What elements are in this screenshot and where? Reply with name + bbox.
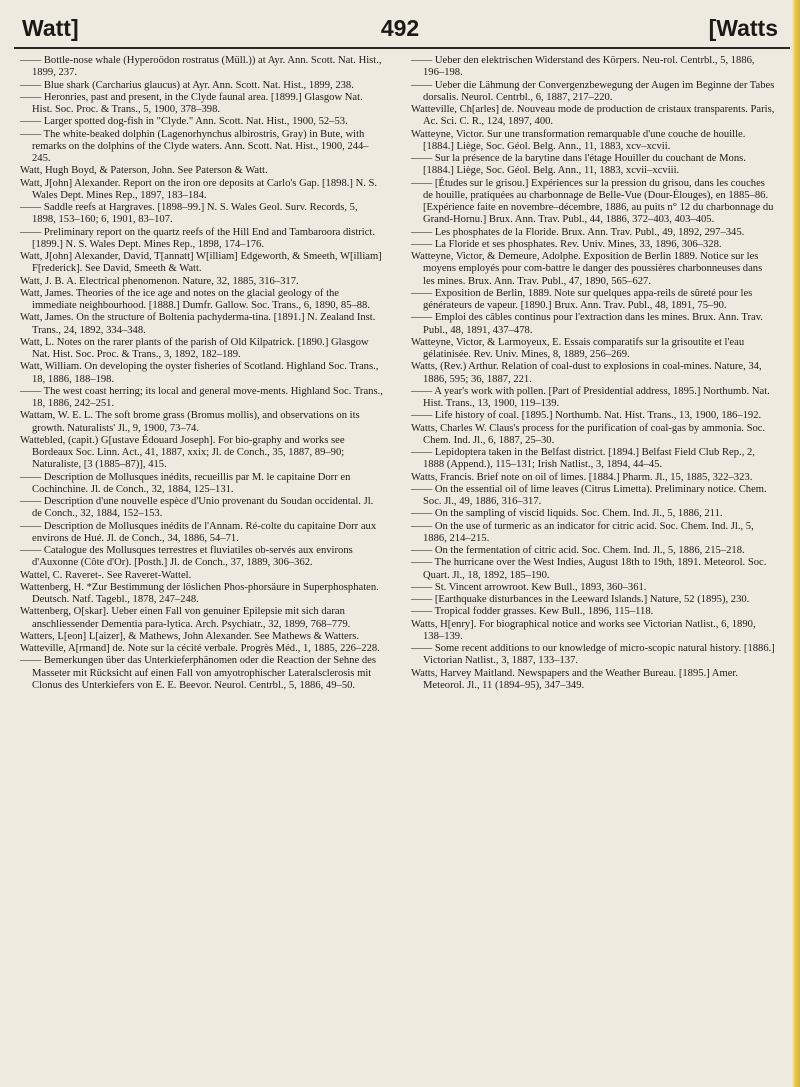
bibliography-entry: Watt, James. Theories of the ice age and notes on the glacial geology of the immediate neighbourhood. [1888.] Dumfr. Gallow. Soc. Trans., 6, 1890, 85–88. (20, 287, 370, 311)
bibliography-entry: —— Lepidoptera taken in the Belfast district. [1894.] Belfast Field Club Rep., 2, 1888 (Append.), 115–131; Irish Natlist., 3, 1894, 44–45. (411, 447, 755, 471)
bibliography-entry: —— Exposition de Berlin, 1889. Note sur quelques appa-reils de sûreté pour les générateurs de vapeur. [1890.] Brux. Ann. Trav. Publ., 48, 1891, 75–90. (411, 287, 753, 311)
page-header (22, 10, 778, 46)
bibliography-entry: —— The white-beaked dolphin (Lagenorhynchus albirostris, Gray) in Bute, with remarks on the dolphins of the Clyde waters. Ann. Scott. Nat. Hist., 1900, 244–245. (20, 128, 369, 164)
bibliography-entry: Watts, Francis. Brief note on oil of limes. [1884.] Pharm. Jl., 15, 1885, 322–323. (411, 471, 753, 483)
bibliography-entry: Watt, Hugh Boyd, & Paterson, John. See Paterson & Watt. (20, 165, 268, 177)
bibliography-entry: —— Blue shark (Carcharius glaucus) at Ayr. Ann. Scott. Nat. Hist., 1899, 238. (20, 79, 354, 91)
bibliography-entry: —— Bemerkungen über das Unterkieferphänomen oder die Reaction der Sehne des Masseter mit Rücksicht auf einen Fall von amyotrophischer Lateralsclerosis mit Clonus des Unterkiefers von E. E. Beevor. Neurol. Centrbl., 5, 1886, 49–50. (20, 655, 376, 691)
bibliography-entry: —— Heronries, past and present, in the Clyde faunal area. [1899.] Glasgow Nat. Hist. Soc. Proc. & Trans., 5, 1900, 378–398. (20, 91, 363, 115)
bibliography-entry: —— Description de Mollusques inédits de l'Annam. Ré-colte du capitaine Dorr aux environs de Hué. Jl. de Conch., 34, 1886, 54–71. (20, 520, 377, 544)
bibliography-entry: —— The west coast herring; its local and general move-ments. Highland Soc. Trans., 18, 1886, 242–251. (20, 385, 383, 409)
left-column (20, 55, 384, 692)
bibliography-entry: —— Tropical fodder grasses. Kew Bull., 1896, 115–118. (411, 606, 654, 618)
header-right: [Watts (708, 14, 778, 41)
bibliography-entry: —— Description d'une nouvelle espèce d'Unio provenant du Soudan occidental. Jl. de Conch., 32, 1884, 152–153. (20, 496, 374, 520)
bibliography-entry: Wattam, W. E. L. The soft brome grass (Bromus mollis), and observations on its growth. Naturalists' Jl., 9, 1900, 73–74. (20, 410, 360, 434)
bibliography-entry: —— On the sampling of viscid liquids. Soc. Chem. Ind. Jl., 5, 1886, 211. (411, 508, 723, 520)
bibliography-entry: —— La Floride et ses phosphates. Rev. Univ. Mines, 33, 1896, 306–328. (411, 238, 722, 250)
bibliography-entry: Watt, L. Notes on the rarer plants of the parish of Old Kilpatrick. [1890.] Glasgow Nat. Hist. Soc. Proc. & Trans., 3, 1892, 182–189. (20, 336, 369, 360)
bibliography-entry: Watteville, A[rmand] de. Note sur la cécité verbale. Progrès Méd., 1, 1885, 226–228. (20, 643, 380, 654)
header-left: Watt] (22, 14, 79, 41)
bibliography-entry: —— Bottle-nose whale (Hyperoödon rostratus (Müll.)) at Ayr. Ann. Scott. Nat. Hist., 1899, 237. (20, 55, 382, 79)
bibliography-entry: —— Some recent additions to our knowledge of micro-scopic natural history. [1886.] Victorian Natlist., 3, 1887, 133–137. (411, 643, 775, 667)
bibliography-entry: Watt, James. On the structure of Boltenia pachyderma-tina. [1891.] N. Zealand Inst. Trans., 24, 1892, 334–348. (20, 312, 376, 336)
bibliography-entry: —— The hurricane over the West Indies, August 18th to 19th, 1891. Meteorol. Soc. Quart. Jl., 18, 1892, 185–190. (411, 557, 767, 581)
bibliography-entry: —— [Études sur le grisou.] Expériences sur la pression du grisou, dans les couches de houille, pratiquées au charbonnage de Belle-Vue (Dour-Élouges), en 1885–86. [Expérience faite en novembre–décembre, 1886, au puits n° 12 du charbonnage du Grand-Hornu.] Brux. Ann. Trav. Publ., 44, 1886, 372–403, 403–405. (411, 177, 774, 226)
bibliography-entry: Watts, H[enry]. For biographical notice and works see Victorian Natlist., 6, 1890, 138–139. (411, 618, 756, 642)
header-rule (14, 47, 790, 49)
bibliography-entry: Wattebled, (capit.) G[ustave Édouard Joseph]. For bio-graphy and works see Bordeaux Soc. Linn. Act., 41, 1887, xxix; Jl. de Conch., 35, 1887, 89–90; Naturaliste, [3 (1885–87)], 415. (20, 434, 345, 471)
bibliography-entry: Watt, J. B. A. Electrical phenomenon. Nature, 32, 1885, 316–317. (20, 275, 299, 287)
right-column (411, 55, 775, 692)
bibliography-entry: —— Les phosphates de la Floride. Brux. Ann. Trav. Publ., 49, 1892, 297–345. (411, 226, 745, 238)
bibliography-entry: Watts, Charles W. Claus's process for the purification of coal-gas by ammonia. Soc. Chem. Ind. Jl., 6, 1887, 25–30. (411, 422, 766, 446)
bibliography-entry: —— Larger spotted dog-fish in "Clyde." Ann. Scott. Nat. Hist., 1900, 52–53. (20, 116, 348, 128)
bibliography-entry: —— Ueber den elektrischen Widerstand des Körpers. Neu-rol. Centrbl., 5, 1886, 196–198. (411, 55, 755, 79)
bibliography-entry: Watt, J[ohn] Alexander, David, T[annatt] W[illiam] Edgeworth, & Smeeth, W[illiam] F[rederick]. See David, Smeeth & Watt. (20, 251, 382, 275)
bibliography-entry: —— Emploi des câbles continus pour l'extraction dans les mines. Brux. Ann. Trav. Publ., 48, 1891, 437–478. (411, 312, 763, 336)
bibliography-entry: Watteyne, Victor, & Demeure, Adolphe. Exposition de Berlin 1889. Notice sur les moyens employés pour com-battre le danger des poussières charbonneuses dans les mines. Brux. Ann. Trav. Publ., 47, 1890, 565–627. (411, 251, 763, 287)
bibliography-entry: —— On the essential oil of lime leaves (Citrus Limetta). Preliminary notice. Chem. Soc. Jl., 49, 1886, 316–317. (411, 483, 767, 507)
bibliography-entry: Wattel, C. Raveret-. See Raveret-Wattel. (20, 569, 192, 581)
bibliography-entry: Watts, (Rev.) Arthur. Relation of coal-dust to explosions in coal-mines. Nature, 34, 1886, 595; 36, 1887, 221. (411, 361, 762, 385)
bibliography-entry: Wattenberg, H. *Zur Bestimmung der löslichen Phos-phorsäure in Superphosphaten. Deutsch. Natf. Tagebl., 1878, 247–248. (20, 581, 379, 605)
page-edge (792, 0, 800, 1087)
bibliography-entry: Watteville, Ch[arles] de. Nouveau mode de production de cristaux transparents. Paris, Ac. Sci. C. R., 124, 1897, 400. (411, 104, 775, 128)
bibliography-entry: —— On the use of turmeric as an indicator for citric acid. Soc. Chem. Ind. Jl., 5, 1886, 214–215. (411, 520, 754, 544)
bibliography-entry: —— Saddle reefs at Hargraves. [1898–99.] N. S. Wales Geol. Surv. Records, 5, 1898, 153–160; 6, 1901, 83–107. (20, 202, 358, 226)
bibliography-entry: —— [Earthquake disturbances in the Leeward Islands.] Nature, 52 (1895), 230. (411, 594, 750, 605)
bibliography-entry: Watteyne, Victor, & Larmoyeux, E. Essais comparatifs sur la grisoutite et l'eau gélatinisée. Rev. Univ. Mines, 8, 1889, 256–269. (411, 336, 745, 360)
bibliography-entry: Watt, J[ohn] Alexander. Report on the iron ore deposits at Carlo's Gap. [1898.] N. S. Wales Dept. Mines Rep., 1897, 183–184. (20, 177, 378, 201)
bibliography-entry: —— Catalogue des Mollusques terrestres et fluviatiles ob-servés aux environs d'Auxonne (Côte d'Or). [Posth.] Jl. de Conch., 37, 1889, 306–362. (20, 545, 353, 569)
bibliography-entry: —— Sur la présence de la barytine dans l'étage Houiller du couchant de Mons. [1884.] Liège, Soc. Géol. Belg. Ann., 11, 1883, xcvii–xcviii. (411, 153, 746, 177)
bibliography-entry: Wattenberg, O[skar]. Ueber einen Fall von genuiner Epilepsie mit sich daran anschliessender Dementia para-lytica. Arch. Psychiatr., 32, 1899, 768–779. (20, 606, 351, 630)
bibliography-entry: Watters, L[eon] L[aizer], & Mathews, John Alexander. See Mathews & Watters. (20, 630, 360, 642)
page-number: 492 (380, 14, 420, 41)
bibliography-entry: Watteyne, Victor. Sur une transformation remarquable d'une couche de houille. [1884.] Liège, Soc. Géol. Belg. Ann., 11, 1883, xcv–xcvii. (411, 128, 746, 152)
bibliography-entry: —— Life history of coal. [1895.] Northumb. Nat. Hist. Trans., 13, 1900, 186–192. (411, 410, 762, 422)
bibliography-entry: Watts, Harvey Maitland. Newspapers and the Weather Bureau. [1895.] Amer. Meteorol. Jl., 11 (1894–95), 347–349. (411, 667, 738, 691)
bibliography-entry: —— St. Vincent arrowroot. Kew Bull., 1893, 360–361. (411, 581, 647, 593)
bibliography-entry: —— Ueber die Lähmung der Convergenzbewegung der Augen im Beginne der Tabes dorsalis. Neurol. Centrbl., 6, 1887, 217–220. (411, 79, 775, 103)
bibliography-entry: —— A year's work with pollen. [Part of Presidential address, 1895.] Northumb. Nat. Hist. Trans., 13, 1900, 119–139. (411, 385, 770, 409)
bibliography-entry: Watt, William. On developing the oyster fisheries of Scotland. Highland Soc. Trans., 18, 1886, 188–198. (20, 361, 379, 385)
bibliography-entry: —— On the fermentation of citric acid. Soc. Chem. Ind. Jl., 5, 1886, 215–218. (411, 545, 745, 556)
bibliography-entry: —— Preliminary report on the quartz reefs of the Hill End and Tambaroora district. [1899.] N. S. Wales Dept. Mines Rep., 1898, 174–176. (20, 226, 376, 250)
bibliography-entry: —— Description de Mollusques inédits, recueillis par M. le capitaine Dorr en Cochinchine. Jl. de Conch., 32, 1884, 125–131. (20, 471, 351, 495)
